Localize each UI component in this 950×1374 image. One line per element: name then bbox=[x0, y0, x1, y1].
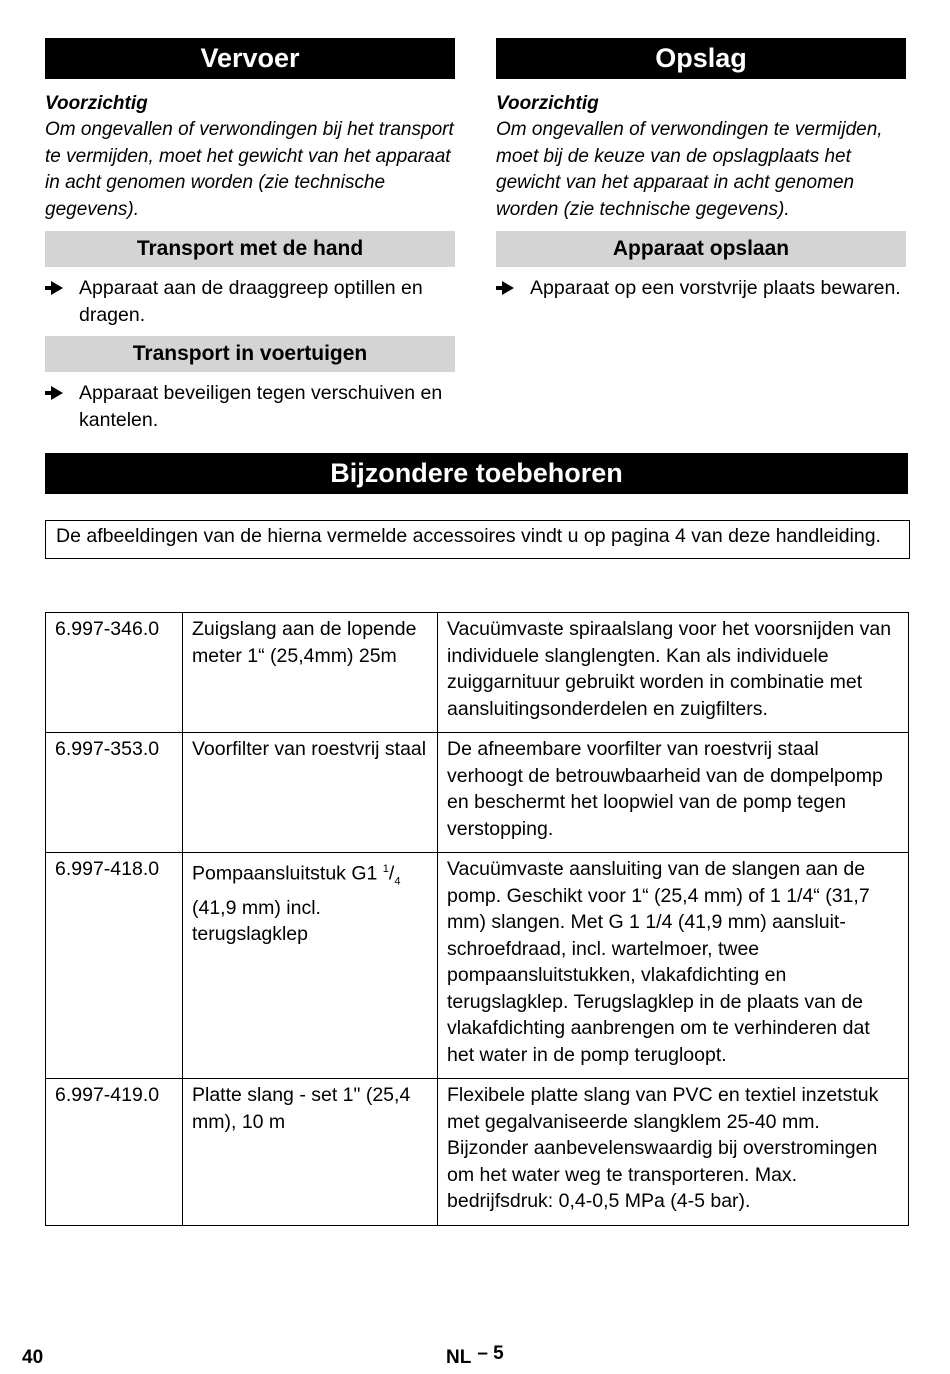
part-description: Vacuümvaste spiraalslang voor het voorsnijden van individuele slanglengten. Kan als individuele zuiggarnituur gebruikt worden in combinatie met aansluitingsonderdelen en zuigfilters. bbox=[438, 613, 909, 733]
caution-text: Om ongevallen of verwondingen te vermijden, moet bij de keuze van de opslagplaats het gewicht van het apparaat in acht genomen worden (zie technische gegevens). bbox=[496, 119, 883, 220]
part-name: Platte slang - set 1" (25,4 mm), 10 m bbox=[183, 1079, 438, 1226]
part-name: Zuigslang aan de lopende meter 1“ (25,4mm) 25m bbox=[183, 613, 438, 733]
step-text: Apparaat aan de draaggreep optillen en dragen. bbox=[79, 277, 423, 326]
part-number: 6.997-418.0 bbox=[46, 853, 183, 1079]
part-description: Flexibele platte slang van PVC en textiel inzetstuk met gegalvaniseerde slangklem 25-40 mm. Bijzonder aanbevelenswaardig bij overstromingen om het water weg te transporteren. Max. bedrijfsdruk: 0,4-0,5 MPa (4-5 bar). bbox=[438, 1079, 909, 1226]
arrow-right-icon bbox=[496, 275, 530, 302]
part-name: Pompaansluitstuk G1 $^1/_4$ (41,9 mm) incl. terugslagklep bbox=[183, 853, 438, 1079]
transport-by-hand-heading: Transport met de hand bbox=[45, 231, 455, 267]
instruction-step bbox=[496, 275, 906, 302]
table-row bbox=[46, 853, 909, 1079]
table-row bbox=[46, 733, 909, 853]
accessories-heading: Bijzondere toebehoren bbox=[45, 453, 908, 494]
caution-text: Om ongevallen of verwondingen bij het transport te vermijden, moet het gewicht van het apparaat in acht genomen worden (zie technische gegevens). bbox=[45, 119, 454, 220]
page-number: 40 bbox=[22, 1347, 44, 1368]
store-device-heading: Apparaat opslaan bbox=[496, 231, 906, 267]
step-text: Apparaat op een vorstvrije plaats bewaren. bbox=[530, 277, 901, 299]
part-description: Vacuümvaste aansluiting van de slangen aan de pomp. Geschikt voor 1“ (25,4 mm) of 1 1/4“ (31,7 mm) slangen. Met G 1 1/4 (41,9 mm) aansluit-schroefdraad, incl. wartelmoer, twee pompaansluitstukken, vlakafdichting en terugslagklep. Terugslagklep in de plaats van de vlakafdichting aanbrengen om te verhinderen dat het water in de pomp terugloopt. bbox=[438, 853, 909, 1079]
part-number: 6.997-346.0 bbox=[46, 613, 183, 733]
transport-heading: Vervoer bbox=[45, 38, 455, 79]
step-text: Apparaat beveiligen tegen verschuiven en kantelen. bbox=[79, 382, 443, 431]
fraction-denominator: 4 bbox=[394, 875, 401, 888]
transport-in-vehicles-heading: Transport in voertuigen bbox=[45, 336, 455, 372]
fraction-numerator: 1 bbox=[382, 863, 389, 875]
caution-title: Voorzichtig bbox=[45, 93, 148, 114]
table-row bbox=[46, 613, 909, 733]
part-name-end: (41,9 mm) incl. terugslagklep bbox=[192, 896, 321, 946]
accessories-table bbox=[45, 612, 909, 1226]
instruction-step bbox=[45, 380, 455, 433]
part-number: 6.997-353.0 bbox=[46, 733, 183, 853]
storage-column bbox=[496, 38, 906, 310]
arrow-right-icon bbox=[45, 275, 79, 328]
caution-title: Voorzichtig bbox=[496, 93, 599, 114]
part-description: De afneembare voorfilter van roestvrij staal verhoogt de betrouwbaarheid van de dompelpomp en beschermt het loopwiel van de pomp tegen verstopping. bbox=[438, 733, 909, 853]
accessories-notice: De afbeeldingen van de hierna vermelde accessoires vindt u op pagina 4 van deze handleiding. bbox=[45, 520, 910, 559]
part-name-start: Pompaansluitstuk G1 bbox=[192, 862, 378, 885]
footer-section-label bbox=[446, 1343, 504, 1369]
arrow-right-icon bbox=[45, 380, 79, 433]
storage-heading: Opslag bbox=[496, 38, 906, 79]
part-number: 6.997-419.0 bbox=[46, 1079, 183, 1226]
instruction-step bbox=[45, 275, 455, 328]
language-code: NL bbox=[446, 1347, 472, 1368]
transport-column bbox=[45, 38, 455, 441]
section-page: – 5 bbox=[477, 1343, 504, 1364]
part-name: Voorfilter van roestvrij staal bbox=[183, 733, 438, 853]
table-row bbox=[46, 1079, 909, 1226]
